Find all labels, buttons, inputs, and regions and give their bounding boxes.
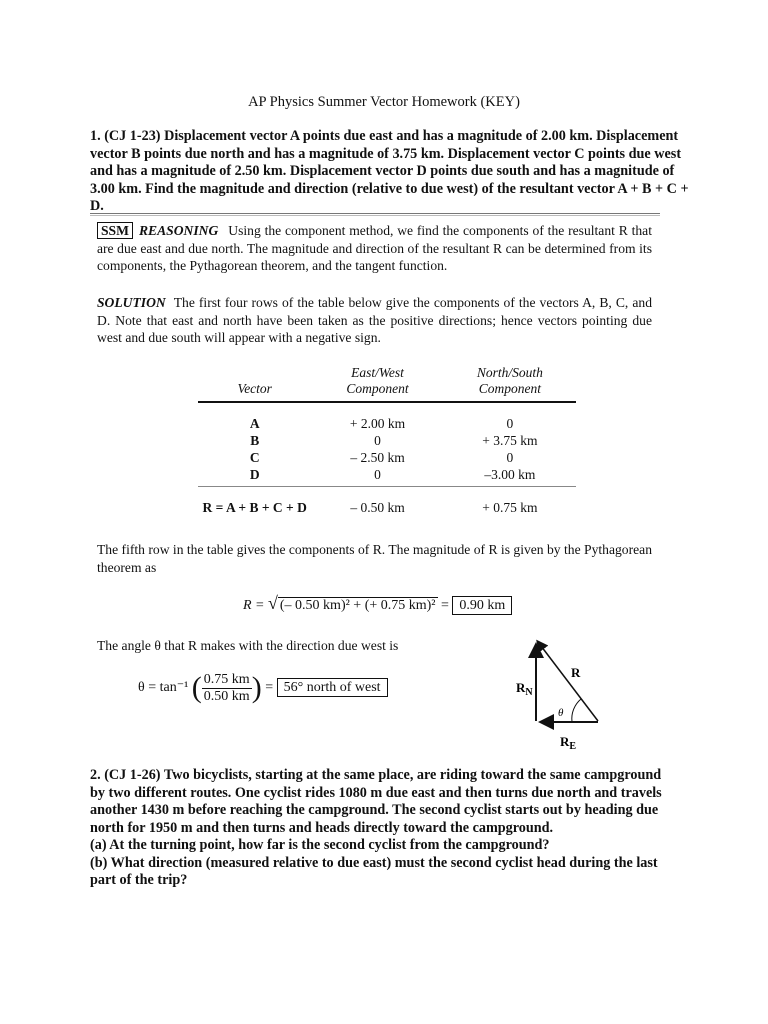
open-paren-icon: ( [191,671,202,704]
resultant-vector [538,642,598,721]
fifth-row-paragraph: The fifth row in the table gives the components of R. The magnitude of R is given by the Pythagorean theorem as [97,542,652,575]
sqrt-icon: √ [268,593,278,613]
table-sum-row: R = A + B + C + D – 0.50 km + 0.75 km [202,500,538,515]
result-box-angle: 56° north of west [277,678,388,697]
components-table [198,364,576,516]
angle-equation [138,671,388,705]
solution-heading: SOLUTION [97,295,166,310]
problem-1-text: 1. (CJ 1-23) Displacement vector A points due east and has a magnitude of 2.00 km. Displacement vector B points due north and has a magnitude of 3.75 km. Displacement vector C points due west and has a magnitude of 2.50 km. Displacement vector D points due south and has a magnitude of 3.00 km. Find the magnitude and direction (relative to due west) of the resultant vector A + B + C + D. [90,128,689,214]
table-row: C – 2.50 km 0 [249,450,514,465]
table-row: D 0 –3.00 km [198,466,576,487]
close-paren-icon: ) [251,671,262,704]
problem-2-intro: 2. (CJ 1-26) Two bicyclists, starting at the same place, are riding toward the same campground by two different routes. One cyclist rides 1080 m due east and then turns due north and travels another 1430 m before reaching the campground. The second cyclist starts out by heading due north for 1950 m and then turns and heads directly toward the campground. [90,767,662,836]
table-row: B 0 + 3.75 km [250,433,538,448]
problem-1 [90,128,690,216]
eq-r-inner: (– 0.50 km)² + (+ 0.75 km)² [279,598,436,613]
header-north-south: North/South Component [444,364,576,402]
header-vector: Vector [198,364,311,402]
result-box-magnitude: 0.90 km [452,596,512,615]
theta-arc [572,699,581,722]
eq-theta-lhs: θ = tan⁻¹ [138,680,189,696]
reasoning-section [97,222,652,275]
ssm-badge: SSM [97,222,133,239]
label-rn: $R_N$ [516,680,533,698]
eq-r-lhs: R = [243,598,265,613]
table-header [198,364,576,402]
solution-section [97,294,652,347]
problem-2-part-a: (a) At the turning point, how far is the second cyclist from the campground? [90,837,550,853]
header-east-west: East/West Component [311,364,443,402]
table-row: A + 2.00 km 0 [249,416,514,431]
eq-r-equals: = [441,598,449,613]
label-r: R [571,665,581,680]
label-re: $R_E$ [560,734,577,752]
label-theta: θ [558,707,564,719]
vector-triangle-diagram [512,632,622,757]
problem-2-part-b: (b) What direction (measured relative to due east) must the second cyclist head during the last part of the trip? [90,854,658,888]
reasoning-heading: REASONING [138,223,219,238]
eq-theta-equals: = [265,680,274,696]
page-title: AP Physics Summer Vector Homework (KEY) [248,94,520,110]
solution-text: The first four rows of the table below give the components of the vectors A, B, C, and D. Note that east and north have been taken as the positive directions; hence vectors pointing due west and due south will appear with a negative sign. [97,295,652,345]
angle-paragraph: The angle θ that R makes with the direction due west is [97,638,399,653]
magnitude-equation [243,593,512,614]
problem-2 [90,767,675,890]
reasoning-text: Using the component method, we find the components of the resultant R that are due east and due north. The magnitude and direction of the resultant R can be determined from its components, the Pythagorean theorem, and the tangent function. [97,223,652,273]
divider-rule [90,213,660,216]
angle-fraction: $\frac{0.75 km}{0.50 km}$ [203,671,250,704]
